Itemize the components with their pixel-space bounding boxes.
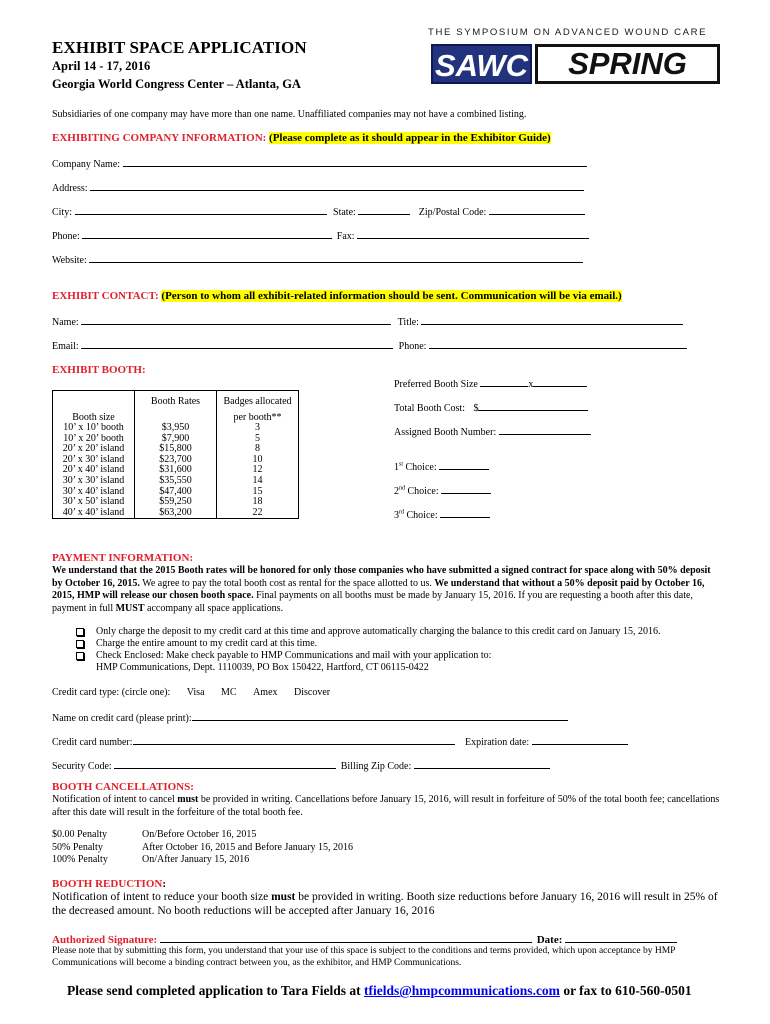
event-dates: April 14 - 17, 2016 <box>52 59 151 73</box>
full-charge-checkbox[interactable] <box>76 640 84 648</box>
address-row <box>52 181 584 194</box>
page-title: EXHIBIT SPACE APPLICATION <box>52 38 307 57</box>
rate-list <box>135 423 217 519</box>
booth-size-header: Booth size <box>53 413 135 424</box>
address-field[interactable] <box>90 181 584 191</box>
contact-note: (Person to whom all exhibit-related information should be sent. Communication will be via email.) <box>161 290 622 302</box>
contact-name-row <box>52 315 683 328</box>
contact-name-field[interactable] <box>81 315 391 325</box>
size-cell: 30’ x 40’ island <box>62 485 125 497</box>
rate-cell: $3,950 <box>161 422 190 434</box>
size-list <box>53 423 135 519</box>
payment-terms-text-3: accompany all space applications. <box>144 602 284 614</box>
reduction-text <box>52 891 722 918</box>
footer-text-pre: Please send completed application to Tara Fields at <box>67 983 364 998</box>
penalty-amount: $0.00 Penalty <box>52 829 107 840</box>
cc-type-label: Credit card type: (circle one): <box>52 687 171 698</box>
contact-email-row <box>52 339 687 352</box>
cancellations-text <box>52 794 722 819</box>
footer-instructions <box>67 983 692 999</box>
sawc-logo: SAWC <box>431 44 532 84</box>
penalty-row <box>52 829 353 842</box>
cc-name-label: Name on credit card (please print): <box>52 713 192 724</box>
security-row <box>52 759 550 772</box>
penalty-row <box>52 854 353 867</box>
security-label: Security Code: <box>52 761 112 772</box>
reduction-heading-row <box>52 878 166 890</box>
badge-cell: 22 <box>252 506 263 518</box>
second-choice-sup: nd <box>399 485 405 492</box>
footer-text-post: or fax to 610-560-0501 <box>559 983 692 998</box>
first-choice-sup: st <box>399 461 404 468</box>
badges-header-1: Badges allocated <box>217 391 299 413</box>
contact-email-label: Email: <box>52 341 79 352</box>
reduction-colon: : <box>162 878 166 890</box>
size-cell: 20’ x 40’ island <box>62 464 125 476</box>
rate-cell: $7,900 <box>161 432 190 444</box>
event-venue: Georgia World Congress Center – Atlanta, GA <box>52 77 301 91</box>
company-heading: EXHIBITING COMPANY INFORMATION: <box>52 132 267 144</box>
badge-cell: 15 <box>252 485 263 497</box>
third-choice-field[interactable] <box>440 508 490 518</box>
city-label: City: <box>52 207 73 218</box>
cancellations-must: must <box>177 794 199 805</box>
booth-size-header-top <box>53 391 135 413</box>
size-cell: 10’ x 20’ booth <box>63 432 124 444</box>
badges-header-2: per booth** <box>217 413 299 424</box>
first-choice-label: Choice: <box>403 462 437 473</box>
discover-option[interactable]: Discover <box>294 687 331 698</box>
state-field[interactable] <box>358 205 410 215</box>
zip-field[interactable] <box>489 205 585 215</box>
fax-label: Fax: <box>336 231 355 242</box>
payment-heading: PAYMENT INFORMATION: <box>52 552 194 564</box>
booth-rates-table <box>52 390 299 519</box>
city-row <box>52 205 585 218</box>
state-label: State: <box>333 207 356 218</box>
expiration-field[interactable] <box>532 735 628 745</box>
date-field[interactable] <box>565 932 677 943</box>
second-choice-field[interactable] <box>441 484 491 494</box>
payment-terms-text-2: Final payments on all booths must be made by January 15, 2016. If you are requesting a booth after this date, payment in full <box>52 590 693 614</box>
booth-heading: EXHIBIT BOOTH: <box>52 364 146 376</box>
address-label: Address: <box>52 183 88 194</box>
penalty-when: After October 16, 2015 and Before January 15, 2016 <box>142 841 354 853</box>
cc-name-field[interactable] <box>192 711 568 721</box>
dollar-sign: $ <box>473 403 479 414</box>
first-choice-row <box>394 460 489 473</box>
date-label: Date: <box>536 934 563 946</box>
rate-cell: $59,250 <box>159 496 192 508</box>
company-name-row <box>52 157 587 170</box>
second-choice-row <box>394 484 491 497</box>
size-cell: 20’ x 30’ island <box>62 453 125 465</box>
badge-cell: 3 <box>255 422 260 434</box>
full-charge-label: Charge the entire amount to my credit card at this time. <box>96 638 318 649</box>
amex-option[interactable]: Amex <box>253 687 278 698</box>
cc-name-row <box>52 711 568 724</box>
total-cost-label: Total Booth Cost: <box>394 403 465 414</box>
total-cost-row <box>394 401 588 414</box>
contact-title-field[interactable] <box>421 315 683 325</box>
third-choice-number: 3 <box>394 510 399 521</box>
first-choice-number: 1 <box>394 462 399 473</box>
assigned-field[interactable] <box>499 425 591 435</box>
cc-type-row <box>52 687 330 698</box>
logo-tagline: THE SYMPOSIUM ON ADVANCED WOUND CARE <box>428 27 708 38</box>
badge-cell: 5 <box>255 432 260 444</box>
penalty-amount: 100% Penalty <box>52 854 108 865</box>
spring-logo: SPRING <box>535 44 720 84</box>
second-choice-number: 2 <box>394 486 399 497</box>
payment-terms-bold-2: We understand that without a 50% deposit paid by October 16, 2015, HMP will release our chosen booth space. <box>52 577 705 601</box>
zip-label: Zip/Postal Code: <box>418 207 487 218</box>
total-cost-field[interactable] <box>478 401 588 411</box>
signature-note: Please note that by submitting this form, you understand that your use of this space is subject to the conditions and terms provided, which upon acceptance by HMP Communications will become a binding contract between you, as the exhibitor, and HMP Communications. <box>52 946 676 968</box>
rate-cell: $15,800 <box>159 443 192 455</box>
rate-cell: $47,400 <box>159 485 192 497</box>
company-section-heading <box>52 132 551 144</box>
security-field[interactable] <box>114 759 336 769</box>
billing-zip-field[interactable] <box>414 759 550 769</box>
check-enclosed-label: Check Enclosed: Make check payable to HMP Communications and mail with your application to: <box>96 650 492 661</box>
penalty-when: On/After January 15, 2016 <box>142 854 250 865</box>
rate-cell: $63,200 <box>159 506 192 518</box>
second-choice-label: Choice: <box>405 486 439 497</box>
company-name-field[interactable] <box>123 157 587 167</box>
website-label: Website: <box>52 255 87 266</box>
size-cell: 30’ x 30’ island <box>62 475 125 487</box>
badge-list <box>217 423 299 519</box>
contact-heading: EXHIBIT CONTACT: <box>52 290 159 302</box>
signature-field[interactable] <box>160 932 532 943</box>
cancellations-text-1: Notification of intent to cancel <box>52 794 178 805</box>
cc-number-row <box>52 735 628 748</box>
fax-field[interactable] <box>357 229 589 239</box>
preferred-size-width-field[interactable] <box>480 377 528 387</box>
badge-cell: 8 <box>255 443 260 455</box>
intro-text: Subsidiaries of one company may have more than one name. Unaffiliated companies may not have a combined listing. <box>52 109 527 120</box>
reduction-text-1: Notification of intent to reduce your booth size <box>52 891 272 903</box>
assigned-label: Assigned Booth Number: <box>394 427 497 438</box>
rate-cell: $23,700 <box>159 453 192 465</box>
contact-section-heading <box>52 290 622 302</box>
reduction-must: must <box>271 891 296 903</box>
cc-number-field[interactable] <box>133 735 455 745</box>
badge-cell: 10 <box>252 453 263 465</box>
city-field[interactable] <box>75 205 327 215</box>
booth-rates-header: Booth Rates <box>135 391 217 413</box>
phone-fax-row <box>52 229 589 242</box>
company-note: (Please complete as it should appear in the Exhibitor Guide) <box>269 132 551 144</box>
contact-email-field[interactable] <box>81 339 393 349</box>
contact-phone-label: Phone: <box>398 341 427 352</box>
reduction-heading: BOOTH REDUCTION <box>52 878 163 890</box>
size-cell: 30’ x 50’ island <box>62 496 125 508</box>
preferred-size-label: Preferred Booth Size <box>394 379 478 390</box>
signature-label: Authorized Signature: <box>52 934 158 946</box>
size-cell: 20’ x 20’ island <box>62 443 125 455</box>
third-choice-row <box>394 508 490 521</box>
phone-field[interactable] <box>82 229 332 239</box>
badge-cell: 12 <box>252 464 263 476</box>
website-field[interactable] <box>89 253 583 263</box>
footer-email-link[interactable]: tfields@hmpcommunications.com <box>364 983 560 998</box>
cc-number-label: Credit card number: <box>52 737 133 748</box>
deposit-option-checkbox[interactable] <box>76 628 84 636</box>
first-choice-field[interactable] <box>439 460 489 470</box>
payment-terms <box>52 565 722 615</box>
preferred-size-row <box>394 377 587 390</box>
website-row <box>52 253 583 266</box>
check-enclosed-checkbox[interactable] <box>76 652 84 660</box>
deposit-option-label: Only charge the deposit to my credit card at this time and approve automatically charging the balance to this credit card on January 15, 2016. <box>96 626 661 637</box>
contact-phone-field[interactable] <box>429 339 687 349</box>
badge-cell: 14 <box>252 475 263 487</box>
payment-terms-bold-3: MUST <box>115 602 145 614</box>
penalty-when: On/Before October 16, 2015 <box>142 829 257 840</box>
contact-name-label: Name: <box>52 317 79 328</box>
expiration-label: Expiration date: <box>465 737 530 748</box>
penalty-list <box>52 829 353 867</box>
payment-terms-bold-1: We understand that the 2015 Booth rates will be honored for only those companies who have submitted a signed contract for space along with 50% deposit by October 16, 2015. <box>52 565 711 589</box>
third-choice-label: Choice: <box>404 510 438 521</box>
preferred-size-x: x <box>528 379 534 390</box>
size-cell: 40’ x 40’ island <box>62 506 125 518</box>
payment-terms-text-1: We agree to pay the total booth cost as rental for the space allotted to us. <box>139 577 435 589</box>
billing-zip-label: Billing Zip Code: <box>340 761 412 772</box>
mc-option[interactable]: MC <box>221 687 237 698</box>
badge-cell: 18 <box>252 496 263 508</box>
reduction-text-2: be provided in writing. Booth size reductions before January 16, 2016 will result in 25% of the decreased amount. No booth reductions will be accepted after January 16, 2016 <box>52 891 718 917</box>
penalty-amount: 50% Penalty <box>52 841 103 853</box>
assigned-row <box>394 425 591 438</box>
cancellations-heading: BOOTH CANCELLATIONS: <box>52 781 194 793</box>
signature-row <box>52 932 677 946</box>
mailing-address: HMP Communications, Dept. 1110039, PO Box 150422, Hartford, CT 06115-0422 <box>96 662 429 673</box>
third-choice-sup: rd <box>399 509 404 516</box>
cancellations-text-2: be provided in writing. Cancellations before January 15, 2016, will result in forfeiture of 50% of the total booth fee; cancellations after this date will result in the forfeiture of the total booth fee. <box>52 794 720 818</box>
rate-cell: $31,600 <box>159 464 192 476</box>
visa-option[interactable]: Visa <box>186 687 205 698</box>
preferred-size-length-field[interactable] <box>533 377 587 387</box>
size-cell: 10’ x 10’ booth <box>63 422 124 434</box>
company-name-label: Company Name: <box>52 159 121 170</box>
phone-label: Phone: <box>52 231 80 242</box>
contact-title-label: Title: <box>397 317 419 328</box>
rate-cell: $35,550 <box>159 475 192 487</box>
penalty-row <box>52 842 353 855</box>
